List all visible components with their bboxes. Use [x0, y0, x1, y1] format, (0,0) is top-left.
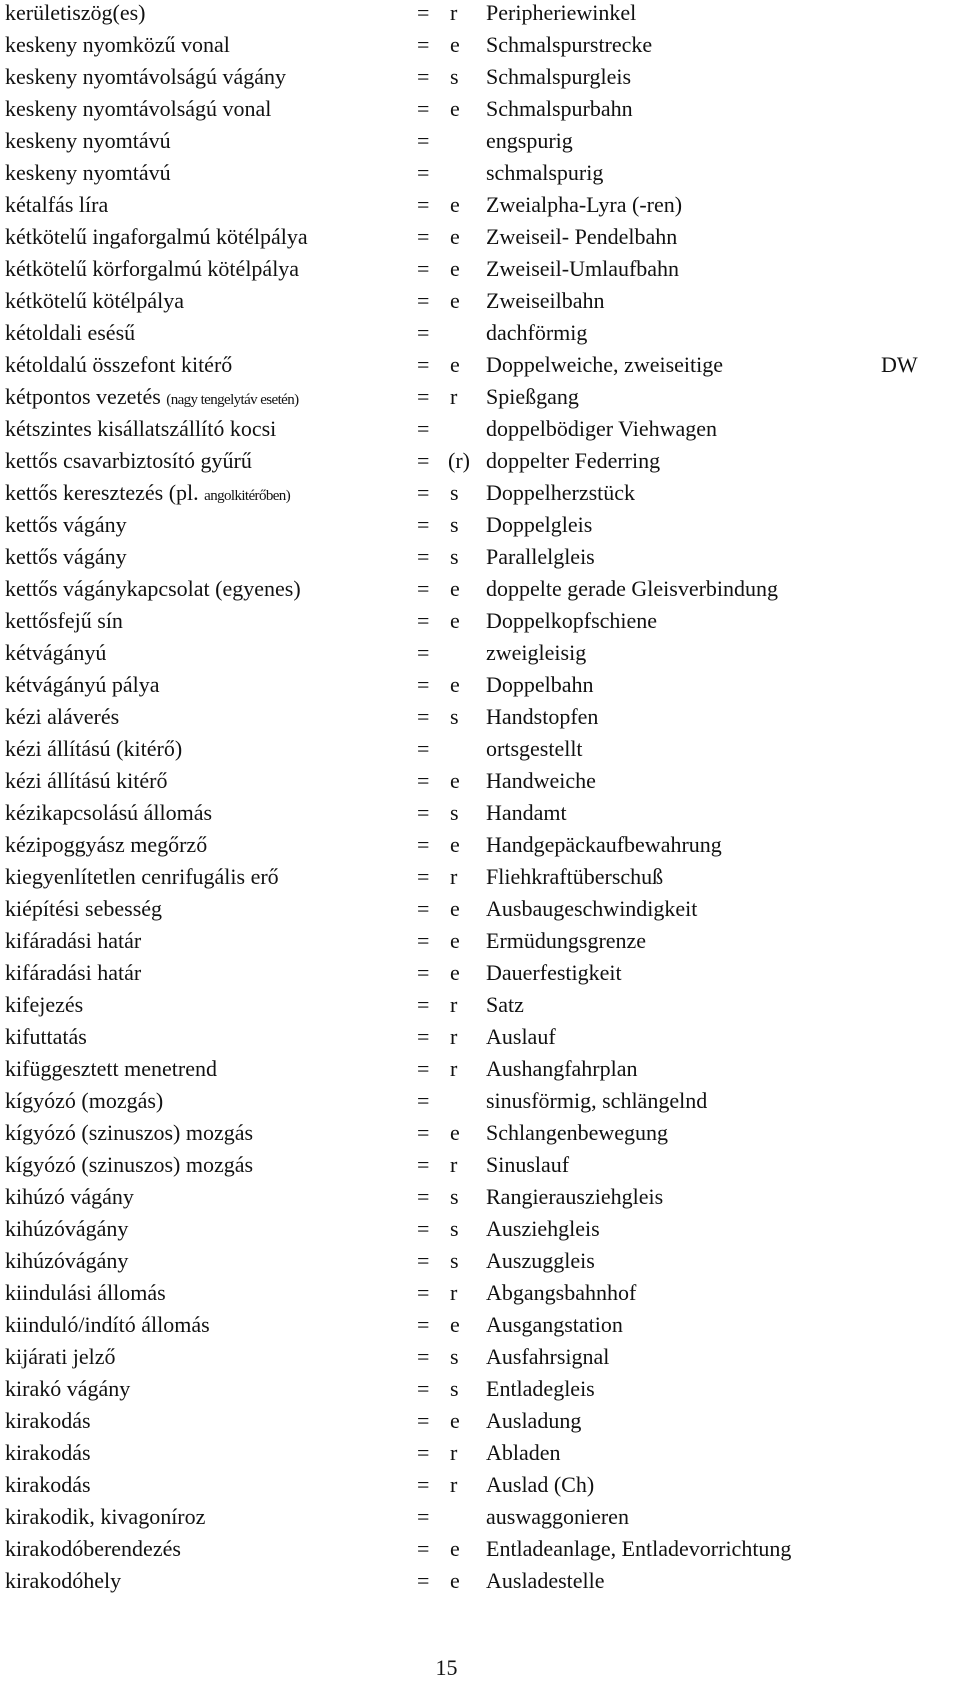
hungarian-term	[5, 864, 279, 890]
glossary-entry	[0, 1472, 960, 1504]
hungarian-term	[5, 960, 141, 986]
equals-sign: =	[417, 832, 430, 857]
glossary-entry	[0, 768, 960, 800]
grammatical-gender: s	[450, 512, 459, 537]
glossary-entry	[0, 352, 960, 384]
glossary-entry	[0, 576, 960, 608]
glossary-entry	[0, 320, 960, 352]
hungarian-term	[5, 1152, 253, 1178]
german-term: zweigleisig	[486, 640, 587, 665]
equals-sign: =	[417, 320, 430, 345]
hungarian-term	[5, 1248, 128, 1274]
hungarian-term	[5, 1088, 163, 1114]
equals-sign: =	[417, 960, 430, 985]
grammatical-gender: r	[450, 384, 458, 409]
equals-sign: =	[417, 160, 430, 185]
grammatical-gender: r	[450, 1056, 458, 1081]
hungarian-term	[5, 1184, 134, 1210]
equals-sign: =	[417, 416, 430, 441]
grammatical-gender: e	[450, 1120, 460, 1145]
glossary-entry	[0, 1504, 960, 1536]
hungarian-term-text: kijárati jelző	[5, 1344, 116, 1369]
hungarian-term-text: kifáradási határ	[5, 960, 142, 985]
hungarian-term	[5, 512, 127, 538]
glossary-entry	[0, 512, 960, 544]
hungarian-term-note: (nagy tengelytáv esetén)	[166, 392, 299, 408]
glossary-entry	[0, 640, 960, 672]
glossary-entry	[0, 64, 960, 96]
hungarian-term	[5, 256, 299, 282]
equals-sign: =	[417, 1440, 430, 1465]
german-term: Handgepäckaufbewahrung	[486, 832, 722, 857]
grammatical-gender: e	[450, 896, 460, 921]
hungarian-term	[5, 896, 162, 922]
hungarian-term	[5, 1312, 210, 1338]
glossary-entry	[0, 1088, 960, 1120]
hungarian-term-text: kézipoggyász megőrző	[5, 832, 208, 857]
equals-sign: =	[417, 1344, 430, 1369]
abbreviation-marker: DW	[881, 352, 918, 377]
german-term: auswaggonieren	[486, 1504, 629, 1529]
glossary-entry	[0, 928, 960, 960]
equals-sign: =	[417, 1184, 430, 1209]
hungarian-term-text: kettősfejű sín	[5, 608, 123, 633]
glossary-entry	[0, 672, 960, 704]
german-term: Zweialpha-Lyra (-ren)	[486, 192, 683, 217]
hungarian-term-text: kettős csavarbiztosító gyűrű	[5, 448, 252, 473]
hungarian-term-text: kézikapcsolású állomás	[5, 800, 213, 825]
german-term: Doppelherzstück	[486, 480, 636, 505]
hungarian-term	[5, 1344, 116, 1370]
grammatical-gender: e	[450, 224, 460, 249]
hungarian-term-text: kétalfás líra	[5, 192, 109, 217]
hungarian-term-text: kézi aláverés	[5, 704, 120, 729]
german-term: dachförmig	[486, 320, 588, 345]
hungarian-term	[5, 224, 308, 250]
equals-sign: =	[417, 608, 430, 633]
grammatical-gender: e	[450, 928, 460, 953]
glossary-entry	[0, 1056, 960, 1088]
hungarian-term-text: keskeny nyomtávolságú vágány	[5, 64, 287, 89]
grammatical-gender: s	[450, 544, 459, 569]
glossary-entry	[0, 1280, 960, 1312]
equals-sign: =	[417, 1216, 430, 1241]
german-term: ortsgestellt	[486, 736, 583, 761]
german-term: Fliehkraftüberschuß	[486, 864, 664, 889]
hungarian-term	[5, 736, 182, 762]
hungarian-term	[5, 1408, 91, 1434]
hungarian-term-text: kétkötelű kötélpálya	[5, 288, 184, 313]
grammatical-gender: r	[450, 864, 458, 889]
hungarian-term-text: keskeny nyomtávú	[5, 160, 171, 185]
equals-sign: =	[417, 768, 430, 793]
equals-sign: =	[417, 1536, 430, 1561]
grammatical-gender: r	[450, 1472, 458, 1497]
grammatical-gender: r	[450, 992, 458, 1017]
glossary-entry	[0, 448, 960, 480]
equals-sign: =	[417, 1248, 430, 1273]
grammatical-gender: s	[450, 480, 459, 505]
hungarian-term	[5, 576, 301, 602]
grammatical-gender: e	[450, 608, 460, 633]
hungarian-term-text: kétvágányú	[5, 640, 107, 665]
equals-sign: =	[417, 1024, 430, 1049]
glossary-entry	[0, 224, 960, 256]
german-term: Sinuslauf	[486, 1152, 570, 1177]
german-term: Zweiseilbahn	[486, 288, 605, 313]
glossary-entry	[0, 1408, 960, 1440]
grammatical-gender: e	[450, 1536, 460, 1561]
hungarian-term-text: kétvágányú pálya	[5, 672, 160, 697]
equals-sign: =	[417, 64, 430, 89]
german-term: engspurig	[486, 128, 573, 153]
hungarian-term-text: kifüggesztett menetrend	[5, 1056, 217, 1081]
hungarian-term	[5, 832, 207, 858]
equals-sign: =	[417, 128, 430, 153]
hungarian-term-text: kígyózó (szinuszos) mozgás	[5, 1152, 254, 1177]
german-term: doppelter Federring	[486, 448, 661, 473]
german-term: Ausladestelle	[486, 1568, 605, 1593]
grammatical-gender: e	[450, 960, 460, 985]
glossary-entry	[0, 0, 960, 32]
grammatical-gender: (r)	[448, 448, 470, 473]
grammatical-gender: e	[450, 32, 460, 57]
german-term: Spießgang	[486, 384, 579, 409]
german-term: Ausgangstation	[486, 1312, 623, 1337]
equals-sign: =	[417, 1504, 430, 1529]
equals-sign: =	[417, 0, 430, 25]
equals-sign: =	[417, 800, 430, 825]
glossary-entry	[0, 1568, 960, 1600]
german-term: Schmalspurstrecke	[486, 32, 653, 57]
hungarian-term-text: kiinduló/indító állomás	[5, 1312, 210, 1337]
hungarian-term	[5, 640, 106, 666]
german-term: Abgangsbahnhof	[486, 1280, 637, 1305]
equals-sign: =	[417, 640, 430, 665]
glossary-entry	[0, 1536, 960, 1568]
hungarian-term	[5, 0, 146, 26]
hungarian-term-text: kiépítési sebesség	[5, 896, 163, 921]
hungarian-term	[5, 320, 135, 346]
glossary-entry	[0, 832, 960, 864]
grammatical-gender: e	[450, 96, 460, 121]
hungarian-term	[5, 1440, 91, 1466]
glossary-entry	[0, 800, 960, 832]
grammatical-gender: r	[450, 1440, 458, 1465]
glossary-entry	[0, 1376, 960, 1408]
hungarian-term-text: kígyózó (szinuszos) mozgás	[5, 1120, 254, 1145]
glossary-entry	[0, 992, 960, 1024]
hungarian-term	[5, 1024, 87, 1050]
german-term: Auslad (Ch)	[486, 1472, 595, 1497]
hungarian-term	[5, 1216, 128, 1242]
german-term: Satz	[486, 992, 524, 1017]
grammatical-gender: e	[450, 352, 460, 377]
glossary-entry	[0, 32, 960, 64]
grammatical-gender: e	[450, 1568, 460, 1593]
grammatical-gender: s	[450, 1344, 459, 1369]
equals-sign: =	[417, 352, 430, 377]
hungarian-term	[5, 1504, 205, 1530]
german-term: Doppelbahn	[486, 672, 594, 697]
hungarian-term-text: kétszintes kisállatszállító kocsi	[5, 416, 277, 441]
german-term: Zweiseil-Umlaufbahn	[486, 256, 680, 281]
glossary-entry	[0, 1344, 960, 1376]
hungarian-term-text: kifuttatás	[5, 1024, 87, 1049]
glossary-entry	[0, 1216, 960, 1248]
grammatical-gender: r	[450, 1024, 458, 1049]
hungarian-term	[5, 32, 230, 58]
glossary-entry	[0, 384, 960, 416]
grammatical-gender: e	[450, 832, 460, 857]
hungarian-term-text: kerületiszög(es)	[5, 0, 146, 25]
german-term: Zweiseil- Pendelbahn	[486, 224, 678, 249]
hungarian-term-text: kétkötelű ingaforgalmú kötélpálya	[5, 224, 308, 249]
german-term: Handamt	[486, 800, 567, 825]
hungarian-term-text: kettős vágány	[5, 544, 127, 569]
equals-sign: =	[417, 1312, 430, 1337]
glossary-entry	[0, 704, 960, 736]
equals-sign: =	[417, 672, 430, 697]
glossary-entry	[0, 896, 960, 928]
hungarian-term	[5, 1056, 217, 1082]
grammatical-gender: r	[450, 0, 458, 25]
grammatical-gender: s	[450, 704, 459, 729]
hungarian-term	[5, 1536, 181, 1562]
glossary-entry	[0, 288, 960, 320]
grammatical-gender: r	[450, 1280, 458, 1305]
hungarian-term-text: kirakodik, kivagoníroz	[5, 1504, 206, 1529]
glossary-entry	[0, 1248, 960, 1280]
glossary-entry	[0, 864, 960, 896]
hungarian-term	[5, 160, 171, 186]
glossary-entry	[0, 736, 960, 768]
grammatical-gender: e	[450, 672, 460, 697]
hungarian-term	[5, 704, 119, 730]
hungarian-term	[5, 544, 127, 570]
hungarian-term	[5, 448, 252, 474]
german-term: Schmalspurgleis	[486, 64, 632, 89]
hungarian-term	[5, 1376, 130, 1402]
equals-sign: =	[417, 480, 430, 505]
equals-sign: =	[417, 1056, 430, 1081]
hungarian-term-text: kirakó vágány	[5, 1376, 131, 1401]
equals-sign: =	[417, 576, 430, 601]
equals-sign: =	[417, 1120, 430, 1145]
hungarian-term-text: kiindulási állomás	[5, 1280, 166, 1305]
glossary-entry	[0, 160, 960, 192]
glossary-entry	[0, 480, 960, 512]
german-term: Handweiche	[486, 768, 596, 793]
grammatical-gender: s	[450, 1184, 459, 1209]
grammatical-gender: s	[450, 1216, 459, 1241]
glossary-entry	[0, 1184, 960, 1216]
equals-sign: =	[417, 384, 430, 409]
hungarian-term-text: kirakodás	[5, 1472, 91, 1497]
hungarian-term-text: kifáradási határ	[5, 928, 142, 953]
german-term: Auszuggleis	[486, 1248, 595, 1273]
hungarian-term	[5, 768, 168, 794]
german-term: doppelbödiger Viehwagen	[486, 416, 718, 441]
hungarian-term	[5, 192, 108, 218]
glossary-entry	[0, 960, 960, 992]
glossary-entry	[0, 1120, 960, 1152]
german-term: doppelte gerade Gleisverbindung	[486, 576, 779, 601]
german-term: Ausziehgleis	[486, 1216, 600, 1241]
equals-sign: =	[417, 1280, 430, 1305]
hungarian-term-text: kígyózó (mozgás)	[5, 1088, 164, 1113]
glossary-entry	[0, 544, 960, 576]
equals-sign: =	[417, 224, 430, 249]
hungarian-term	[5, 352, 232, 378]
german-term: Rangierausziehgleis	[486, 1184, 664, 1209]
hungarian-term-text: kihúzó vágány	[5, 1184, 134, 1209]
german-term: schmalspurig	[486, 160, 604, 185]
hungarian-term-text: keskeny nyomtávú	[5, 128, 171, 153]
german-term: Handstopfen	[486, 704, 599, 729]
hungarian-term	[5, 384, 299, 413]
equals-sign: =	[417, 96, 430, 121]
equals-sign: =	[417, 512, 430, 537]
german-term: Peripheriewinkel	[486, 0, 637, 25]
hungarian-term	[5, 928, 141, 954]
glossary-entry	[0, 1024, 960, 1056]
hungarian-term	[5, 992, 83, 1018]
hungarian-term-text: keskeny nyomközű vonal	[5, 32, 230, 57]
glossary-entry	[0, 128, 960, 160]
hungarian-term-text: keskeny nyomtávolságú vonal	[5, 96, 272, 121]
hungarian-term	[5, 128, 171, 154]
equals-sign: =	[417, 256, 430, 281]
hungarian-term-text: kifejezés	[5, 992, 84, 1017]
grammatical-gender: r	[450, 1152, 458, 1177]
german-term: Schmalspurbahn	[486, 96, 633, 121]
german-term: Doppelgleis	[486, 512, 593, 537]
glossary-entry	[0, 608, 960, 640]
german-term: Entladeanlage, Entladevorrichtung	[486, 1536, 792, 1561]
equals-sign: =	[417, 448, 430, 473]
grammatical-gender: e	[450, 256, 460, 281]
glossary-entry	[0, 1152, 960, 1184]
hungarian-term-text: kettős vágánykapcsolat (egyenes)	[5, 576, 301, 601]
equals-sign: =	[417, 192, 430, 217]
hungarian-term	[5, 800, 212, 826]
german-term: Entladegleis	[486, 1376, 595, 1401]
hungarian-term	[5, 672, 160, 698]
hungarian-term-text: kétoldali esésű	[5, 320, 136, 345]
page-number: 15	[435, 1655, 458, 1680]
hungarian-term-text: kétpontos vezetés	[5, 384, 161, 409]
german-term: Aushangfahrplan	[486, 1056, 638, 1081]
equals-sign: =	[417, 704, 430, 729]
hungarian-term	[5, 1280, 166, 1306]
equals-sign: =	[417, 1152, 430, 1177]
hungarian-term	[5, 64, 286, 90]
hungarian-term-text: kétkötelű körforgalmú kötélpálya	[5, 256, 300, 281]
hungarian-term-text: kirakodóberendezés	[5, 1536, 181, 1561]
equals-sign: =	[417, 544, 430, 569]
grammatical-gender: e	[450, 576, 460, 601]
hungarian-term-text: kettős vágány	[5, 512, 127, 537]
equals-sign: =	[417, 32, 430, 57]
hungarian-term-text: kihúzóvágány	[5, 1248, 129, 1273]
german-term: sinusförmig, schlängelnd	[486, 1088, 708, 1113]
grammatical-gender: s	[450, 1248, 459, 1273]
hungarian-term-text: kézi állítású (kitérő)	[5, 736, 183, 761]
german-term: Ausladung	[486, 1408, 582, 1433]
glossary-entry	[0, 416, 960, 448]
hungarian-term-text: kirakodás	[5, 1440, 91, 1465]
equals-sign: =	[417, 736, 430, 761]
equals-sign: =	[417, 992, 430, 1017]
equals-sign: =	[417, 1376, 430, 1401]
hungarian-term-text: kihúzóvágány	[5, 1216, 129, 1241]
german-term: Ermüdungsgrenze	[486, 928, 647, 953]
hungarian-term-text: kettős keresztezés (pl.	[5, 480, 199, 505]
hungarian-term-text: kirakodás	[5, 1408, 91, 1433]
glossary-entry	[0, 1440, 960, 1472]
hungarian-term-note: angolkitérőben)	[204, 488, 291, 504]
hungarian-term-text: kirakodóhely	[5, 1568, 122, 1593]
hungarian-term-text: kézi állítású kitérő	[5, 768, 168, 793]
hungarian-term	[5, 480, 290, 509]
equals-sign: =	[417, 1088, 430, 1113]
hungarian-term	[5, 1472, 91, 1498]
grammatical-gender: e	[450, 1408, 460, 1433]
german-term: Ausbaugeschwindigkeit	[486, 896, 698, 921]
german-term: Dauerfestigkeit	[486, 960, 622, 985]
hungarian-term	[5, 1120, 253, 1146]
grammatical-gender: e	[450, 1312, 460, 1337]
equals-sign: =	[417, 896, 430, 921]
german-term: Parallelgleis	[486, 544, 595, 569]
german-term: Abladen	[486, 1440, 561, 1465]
grammatical-gender: e	[450, 768, 460, 793]
grammatical-gender: s	[450, 1376, 459, 1401]
hungarian-term-text: kiegyenlítetlen cenrifugális erő	[5, 864, 279, 889]
glossary-entry	[0, 256, 960, 288]
hungarian-term	[5, 608, 123, 634]
glossary-entry	[0, 192, 960, 224]
glossary-entry	[0, 96, 960, 128]
grammatical-gender: s	[450, 64, 459, 89]
hungarian-term	[5, 416, 276, 442]
equals-sign: =	[417, 1568, 430, 1593]
grammatical-gender: e	[450, 288, 460, 313]
hungarian-term	[5, 96, 271, 122]
glossary-entry	[0, 1312, 960, 1344]
hungarian-term	[5, 1568, 121, 1594]
equals-sign: =	[417, 864, 430, 889]
grammatical-gender: s	[450, 800, 459, 825]
german-term: Doppelweiche, zweiseitige	[486, 352, 724, 377]
equals-sign: =	[417, 288, 430, 313]
german-term: Ausfahrsignal	[486, 1344, 610, 1369]
german-term: Auslauf	[486, 1024, 556, 1049]
equals-sign: =	[417, 928, 430, 953]
german-term: Doppelkopfschiene	[486, 608, 658, 633]
hungarian-term	[5, 288, 184, 314]
hungarian-term-text: kétoldalú összefont kitérő	[5, 352, 233, 377]
grammatical-gender: e	[450, 192, 460, 217]
german-term: Schlangenbewegung	[486, 1120, 669, 1145]
equals-sign: =	[417, 1408, 430, 1433]
equals-sign: =	[417, 1472, 430, 1497]
